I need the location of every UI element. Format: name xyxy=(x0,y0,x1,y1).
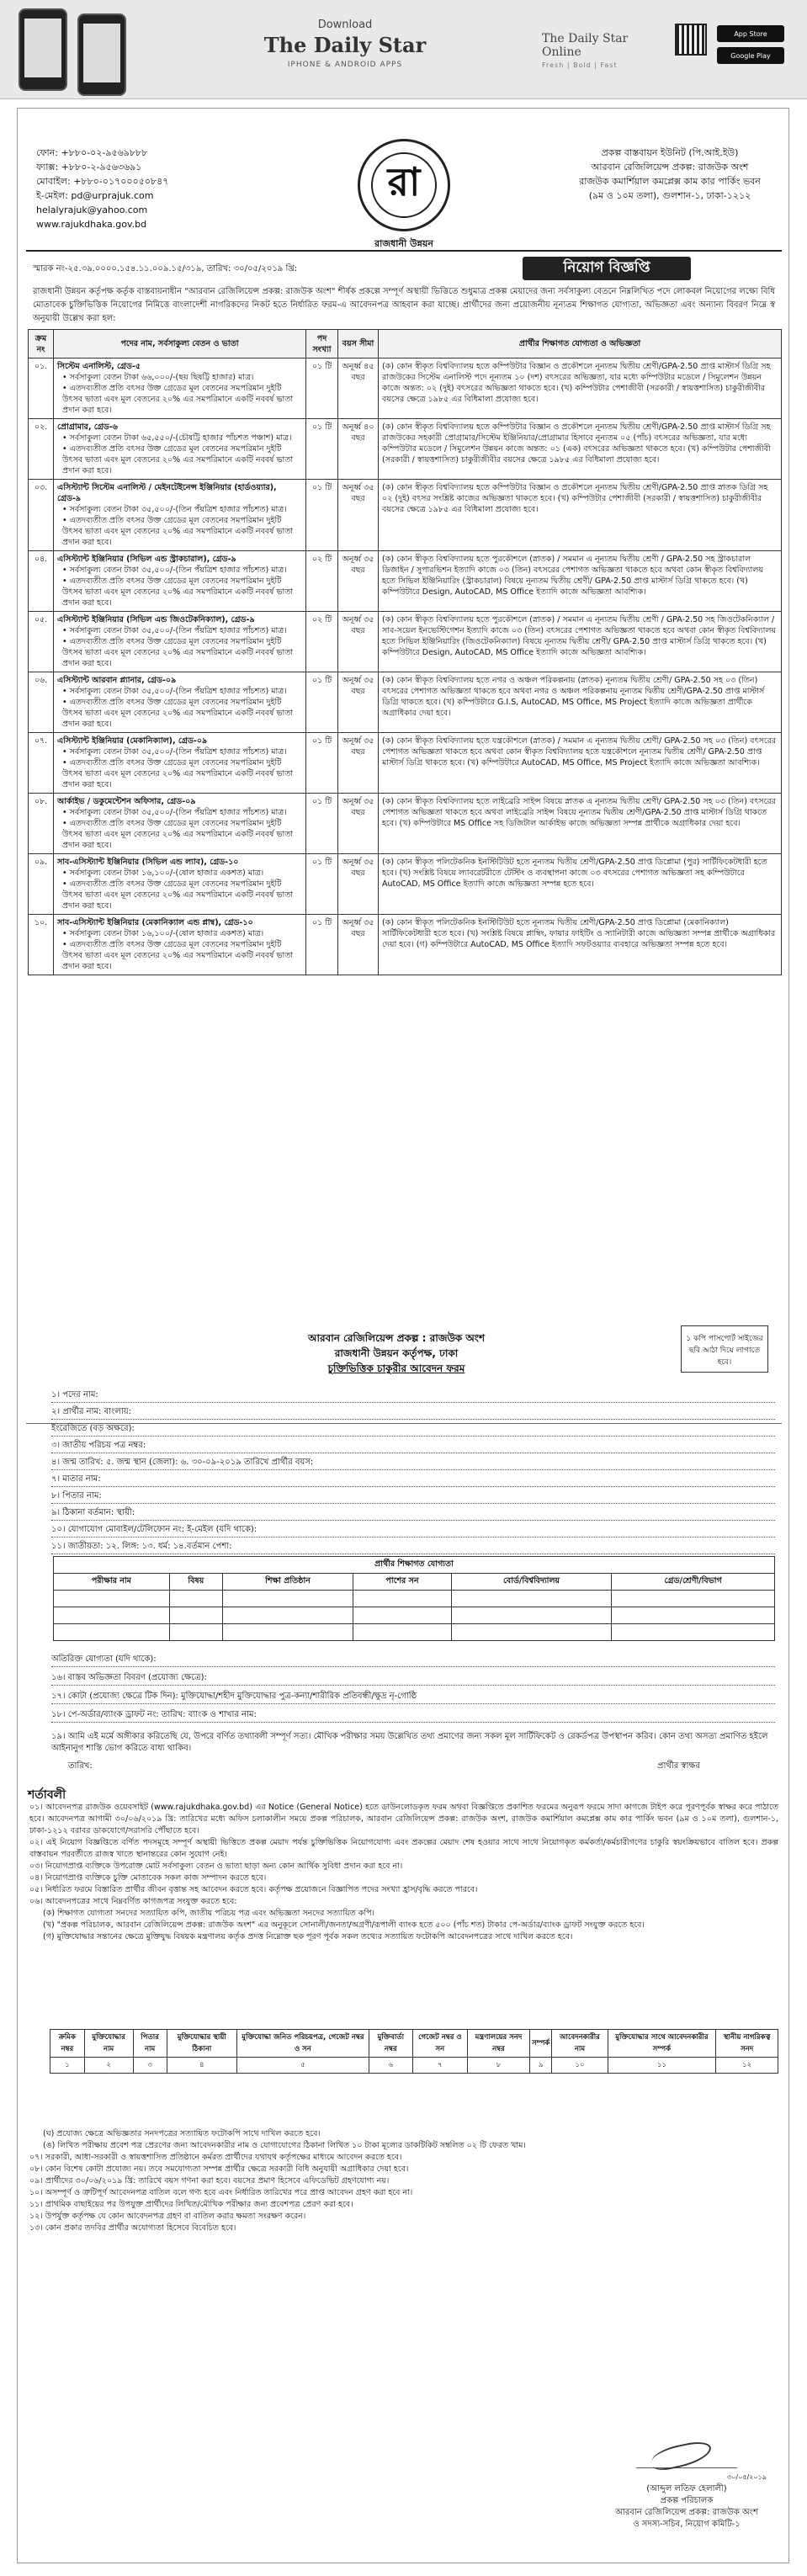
form-field[interactable]: ৪। জন্ম তারিখ: ৫. জন্ম স্থান (জেলা): ৬. ৩০-০৯-২০১৯ তারিখে প্রার্থীর বয়স: xyxy=(51,1455,775,1470)
post-salary: • সর্বসাকুল্য বেতন টাকা ৩৫,৫০০/-(তিন পঁয়ত্রিশ হাজার পাঁচশত) মাত্র। xyxy=(62,566,287,575)
condition-item: (গ) মুক্তিযোদ্ধার সন্তানের ক্ষেত্রে মুক্তিযুদ্ধ বিষয়ক মন্ত্রণালয় কর্তৃক প্রদত্ত নিম্নোক্ত ছক পূরণ পূর্বক সকল তথ্যের সত্যায়িত ফটোকপি আবেদনপত্রের সাথে দাখিল করতে হবে। xyxy=(43,1932,573,1941)
signature-block xyxy=(607,2440,767,2531)
intro-paragraph: রাজধানী উন্নয়ন কর্তৃপক্ষ কর্তৃক বাস্তবায়নাধীন "আরবান রেজিলিয়েন্স প্রকল্প: রাজউক অংশ" শীর্ষক প্রকল্পে সম্পূর্ণ অস্থায়ী ভিত্তিতে শুধুমাত্র প্রকল্প মেয়াদের জন্য সর্বসাকুল্য বেতনে নিম্নলিখিত পদে লোকবল নিয়োগের লক্ষ্যে বিধি মোতাবেক চুক্তিভিত্তিক নিয়োগের নিমিত্তে বাংলাদেশী নাগরিকদের নিকট হতে নির্ধারিত ফরম-এ আবেদনপত্র আহবান করা যাচ্ছে। প্রার্থীদের জন্য প্রয়োজনীয় নূন্যতম শিক্ষাগত যোগ্যতা, অভিজ্ঞতা এবং অন্যান্য বিবরণ নিম্নে স্ব অনুযায়ী উল্লেখ করা হল: xyxy=(33,287,775,323)
table-row xyxy=(29,359,782,419)
form-field[interactable]: ১৭। কোটা (প্রযোজ্য ক্ষেত্রে টিক দিন): মুক্তিযোদ্ধা/শহীদ মুক্তিযোদ্ধার পুত্র-কন্যা/শারীরিক প্রতিবন্ধী/ক্ষুদ্র নৃ-গোষ্ঠি xyxy=(51,1689,775,1704)
ff-col-number: ১২ xyxy=(716,2058,778,2074)
ff-col: মন্ত্রণালয়ের সনদ নম্বর xyxy=(467,2030,529,2058)
post-qualification: (ক) কোন স্বীকৃত বিশ্ববিদ্যালয় হতে কম্পিউটার বিজ্ঞান ও প্রকৌশলে নূন্যতম দ্বিতীয় শ্রেণী/GPA-2.50 প্রাপ্ত মাস্টার্স ডিগ্রি সহ রাজউকের সিস্টেম এনালিস্ট পদে নূন্যতম ১০ (দশ) বৎসরের অভিজ্ঞতা, যার মধ্যে কম্পিউটার মডেলে / সিমুলেশন উন্নয়ন কাজে অন্তত: ০২ (দুই) বৎসরের অভিজ্ঞতা থাকতে হবে। (খ) কম্পিউটার পেশাজীবী (সরকারী / স্বায়ত্তশাসিত) চাকুরীজীবীর বয়সের ক্ষেত্রে ১৯৮৫ এর বিধিমালা প্রযোজ্য হবে। xyxy=(379,359,782,419)
post-details xyxy=(54,733,306,794)
education-col: পরীক্ষার নাম xyxy=(54,1574,170,1591)
ff-col-number: ৮ xyxy=(467,2058,529,2074)
ff-col: মুক্তিযোদ্ধার নাম xyxy=(84,2030,133,2058)
app-store-badge[interactable]: App Store xyxy=(717,25,784,42)
phone-illustration xyxy=(19,8,145,91)
post-serial: ০৮. xyxy=(29,794,54,854)
condition-item: ১০। অসম্পূর্ণ ও ত্রুটিপূর্ণ আবেদনপত্র বাতিল বলে গণ্য হবে এবং নির্ধারিত তারিখের পরে প্রাপ্ত আবেদন গ্রহণ করা হবে না। xyxy=(29,2188,413,2197)
post-count: ০২ টি xyxy=(306,612,338,672)
post-serial: ০১. xyxy=(29,359,54,419)
logo-glyph: রা xyxy=(371,152,437,218)
condition-item: ১৩। কোন প্রকার তদবির প্রার্থীর অযোগ্যতা হিসেবে বিবেচিত হবে। xyxy=(29,2223,236,2233)
table-row xyxy=(29,854,782,915)
post-title: সাব-এসিস্ট্যান্ট ইঞ্জিনিয়ার (সিভিল এন্ড ল্যাব), গ্রেড-১০ xyxy=(57,858,239,867)
condition-item: ০৪। নিয়োগপ্রাপ্ত ব্যক্তিকে চুক্তি মোতাবেক সকল কাজ সম্পাদন করতে হবে। xyxy=(29,1873,267,1883)
post-qualification: (ক) কোন স্বীকৃত বিশ্ববিদ্যালয় হতে নগর ও অঞ্চল পরিকল্পনায় (স্নাতক) নূন্যতম দ্বিতীয় শ্রেণী/ GPA-2.50 সহ ০৩ (তিন) বৎসরের পেশাগত অভিজ্ঞতা থাকতে হবে অথবা নগর ও অঞ্চল পরিকল্পনায় নূন্যতম দ্বিতীয় শ্রেণী/GPA-2.50 প্রাপ্ত মাস্টার্স ডিগ্রি থাকতে হবে। (খ) কম্পিউটারে G.I.S, AutoCAD, MS Office, MS Project ইত্যাদি কাজে অভিজ্ঞতা প্রার্থীকে অগ্রাধিকার দেয়া হবে। xyxy=(379,672,782,733)
education-col: বোর্ড/বিশ্ববিদ্যালয় xyxy=(451,1574,611,1591)
post-title: সিস্টেম এনালিস্ট, গ্রেড-৫ xyxy=(57,362,141,371)
mobile-line: মোবাইল: +৮৮০-০১৭০০০৫০৮৪৭ xyxy=(36,176,169,187)
condition-item: ১১। প্রাথমিক বাছাইয়ের পর উপযুক্ত প্রার্থীদের লিখিত/মৌখিক পরীক্ষার জন্য প্রবেশপত্র প্রেরণ করা হবে। xyxy=(29,2200,353,2209)
post-title: এসিস্ট্যান্ট আরবান প্ল্যানার, গ্রেড-০৯ xyxy=(57,676,177,685)
post-count: ০১ টি xyxy=(306,794,338,854)
condition-item: (খ) "প্রকল্প পরিচালক, আরবান রেজিলিয়েন্স প্রকল্প: রাজউক অংশ" এর অনুকূলে সোনালী/জনতা/অগ্রণী/রূপালী ব্যাংক হতে ৫০০ (পাঁচ শত) টাকার পে-অর্ডার/ব্যাংক ড্রাফট সংযুক্ত করতে হবে। xyxy=(43,1920,645,1930)
ff-col-number: ৩ xyxy=(133,2058,167,2074)
table-row xyxy=(29,915,782,975)
condition-item: (ঘ) প্রযোজ্য ক্ষেত্রে অভিজ্ঞতার সনদপত্রের সত্যায়িত ফটোকপি সাথে দাখিল করতে হবে। xyxy=(43,2129,321,2138)
post-count: ০১ টি xyxy=(306,480,338,551)
post-age: অনূর্ধ্ব ৩৫ বছর xyxy=(338,794,379,854)
ff-col-number: ৭ xyxy=(412,2058,467,2074)
address-line: (৯ম ও ১০ম তলা), গুলশান-১, ঢাকা-১২১২ xyxy=(588,190,751,201)
post-benefit: • এতদব্যতীত প্রতি বৎসর উক্ত গ্রেডের মূল বেতনের সমপরিমান দুইটি উৎসব ভাতা এবং মূল বেতনের ২০% এর সমপরিমানে একটি নববর্ষ ভাতা প্রদান করা হবে। xyxy=(62,698,294,729)
post-details xyxy=(54,794,306,854)
post-serial: ০৬. xyxy=(29,672,54,733)
ff-col: গেজেট নম্বর ও সন xyxy=(412,2030,467,2058)
signer-title: আরবান রেজিলিয়েন্স প্রকল্প: রাজউক অংশ xyxy=(615,2508,758,2517)
play-store-badge[interactable]: Google Play xyxy=(717,47,784,64)
col-age: বয়স সীমা xyxy=(338,330,379,359)
ff-col: স্থানীয় নাগরিকত্ব সনদ xyxy=(716,2030,778,2058)
post-count: ০১ টি xyxy=(306,915,338,975)
fax-line: ফ্যাক্স: +৮৮০-২-৯৫৬৩৬৯১ xyxy=(36,162,142,173)
table-row xyxy=(29,480,782,551)
ff-col-number: ১ xyxy=(50,2058,85,2074)
post-title: এসিস্ট্যান্ট ইঞ্জিনিয়ার (মেকানিক্যাল), গ্রেড-০৯ xyxy=(57,736,208,746)
conditions-title: শর্তাবলী xyxy=(28,1788,66,1802)
form-field[interactable]: ইংরেজিতে (বড় অক্ষরে): xyxy=(51,1421,775,1437)
post-serial: ০৫. xyxy=(29,612,54,672)
post-count: ০২ টি xyxy=(306,551,338,612)
post-qualification: (ক) কোন স্বীকৃত বিশ্ববিদ্যালয় হতে পুরকৌশলে (স্নাতক) / সমমান এ নূন্যতম দ্বিতীয় শ্রেণী / GPA-2.50 সহ স্ট্রাকচারাল ডিজাইন / সুপারভিশন ইত্যাদি কাজে ০৩ (তিন) বৎসরের পেশাগত অভিজ্ঞতা থাকতে হবে অথবা কোন স্বীকৃত বিশ্ববিদ্যালয় হতে সিভিল ইঞ্জিনিয়ারিং (স্ট্রাকচারাল) বিষয়ে নূন্যতম দ্বিতীয় শ্রেণী/ GPA-2.50 প্রাপ্ত মাস্টার্স ডিগ্রি থাকতে হবে। (খ) কম্পিউটারে Design, AutoCAD, MS Office ইত্যাদি কাজে অভিজ্ঞতা আবশ্যিক। xyxy=(379,551,782,612)
signer-title: ও সদস্য-সচিব, নিয়োগ কমিটি-১ xyxy=(633,2520,741,2529)
table-row xyxy=(29,733,782,794)
form-field[interactable]: ১৬। বাস্তব অভিজ্ঞতা বিবরণ (প্রযোজ্য ক্ষেত্রে): xyxy=(51,1670,775,1686)
post-salary: • সর্বসাকুল্য বেতন টাকা ১৬,১০০/-(ষোল হাজার একশত) মাত্র। xyxy=(62,868,264,878)
post-count: ০১ টি xyxy=(306,672,338,733)
post-qualification: (ক) কোন স্বীকৃত পলিটেকনিক ইনস্টিটিউট হতে নূন্যতম দ্বিতীয় শ্রেণী/GPA-2.50 প্রাপ্ত ডিপ্লোমা (মেকানিক্যাল) সার্টিফিকেটধারী হতে হবে। (খ) সংশ্লিষ্ট বিষয়ে প্লাম্বিং, ফায়ার ফাইটিং ও স্যানিটারী কাজে অভিজ্ঞতা সম্পন্ন প্রার্থীকে অগ্রাধিকার দেয়া হবে। (গ) কম্পিউটারে AutoCAD, MS Office ইত্যাদি সফটওয়্যার ব্যবহারে অভিজ্ঞতা সম্পন্ন হতে হবে। xyxy=(379,915,782,975)
post-benefit: • এতদব্যতীত প্রতি বৎসর উক্ত গ্রেডের মূল বেতনের সমপরিমান দুইটি উৎসব ভাতা এবং মূল বেতনের ২০% এর সমপরিমানে একটি নববর্ষ ভাতা প্রদান করা হবে। xyxy=(62,819,294,850)
post-title: প্রোগ্রামার, গ্রেড-৬ xyxy=(57,422,118,432)
conditions-list-2 xyxy=(29,2128,778,2234)
post-qualification: (ক) কোন স্বীকৃত বিশ্ববিদ্যালয় হতে কম্পিউটার বিজ্ঞান ও প্রকৌশলে নূন্যতম দ্বিতীয় শ্রেণী/GPA-2.50 প্রাপ্ত মাস্টার্স ডিগ্রি সহ রাজউকের সহকারী প্রোগ্রামার/সিস্টেম ইঞ্জিনিয়ার/প্রোগ্রামার হিসাবে নূন্যতম ০৫ (পাঁচ) বৎসরের অভিজ্ঞতা, যার মধ্যে কম্পিউটার মডেলে / সিমুলেশন উন্নয়ন কাজে অন্তত: ০১ (এক) বৎসরের অভিজ্ঞতা থাকতে হবে। (খ) কম্পিউটার পেশাজীবী (সরকারী / স্বায়ত্তশাসিত) চাকুরীজীবীর বয়সের ক্ষেত্রে ১৯৮৫ এর বিধিমালা প্রযোজ্য হবে। xyxy=(379,419,782,480)
condition-item: ০২। এই নিয়োগ বিজ্ঞপ্তিতে বর্ণিত পদসমূহে সম্পূর্ণ অস্থায়ী ভিত্তিতে প্রকল্প মেয়াদ পর্যন্ত চুক্তিভিত্তিক নিয়োগযোগ্য এবং প্রকল্পের মেয়াদ শেষ হওয়ার সাথে সাথে নিয়োগকৃত কর্মকর্তা/কর্মচারীগণের চাকুরি স্বয়ংক্রিয়ভাবে বাতিল হবে। প্রকল্প বাস্তবায়ন পরবর্তীতে রাজস্ব খাতে স্থানান্তরের কোন সুযোগ নেই। xyxy=(29,1838,778,1859)
post-salary: • সর্বসাকুল্য বেতন টাকা ৬৫,৫৫০/-(চৌষট্টি হাজার পাঁচশত পঞ্চাশ) মাত্র। xyxy=(62,433,292,443)
education-col: পাশের সন xyxy=(353,1574,452,1591)
table-row xyxy=(29,794,782,854)
education-col: শিক্ষা প্রতিষ্ঠান xyxy=(222,1574,353,1591)
date-label: তারিখ: xyxy=(68,1761,93,1771)
ff-col: মুক্তিযোদ্ধার সাথে আবেদনকারীর সম্পর্ক xyxy=(608,2030,716,2058)
col-serial: ক্রম নং xyxy=(29,330,54,359)
form-field[interactable]: ১১। জাতীয়তা: ১২. লিঙ্গ: ১৩. ধর্ম: ১৪.বর্তমান পেশা: xyxy=(51,1539,775,1554)
ff-col: মুক্তিযোদ্ধা জনিত পরিচয়পত্র, গেজেট নম্বর ও সন xyxy=(236,2030,369,2058)
form-field[interactable]: ১। পদের নাম: xyxy=(51,1388,775,1403)
ff-col-number: ১১ xyxy=(608,2058,716,2074)
address-line: আরবান রেজিলিয়েন্স প্রকল্প: রাজউক অংশ xyxy=(591,162,749,173)
download-label: Download xyxy=(317,19,373,31)
education-title: প্রার্থীর শিক্ষাগত যোগ্যতা xyxy=(54,1557,775,1574)
rajuk-logo xyxy=(358,139,450,231)
post-serial: ০২. xyxy=(29,419,54,480)
post-details xyxy=(54,480,306,551)
post-details xyxy=(54,419,306,480)
col-count: পদ সংখ্যা xyxy=(306,330,338,359)
online-brand-label: The Daily Star Online xyxy=(542,32,629,59)
condition-item: ০৫। নির্ধারিত ফরমে বিস্তারিত প্রার্থীর জীবন বৃত্তান্ত সহ আবেদন করতে হবে। কর্তৃপক্ষ প্রয়োজনে বিজ্ঞাপিত পদের সংখ্যা হ্রাস/বৃদ্ধি করতে পারবে। xyxy=(29,1885,478,1894)
post-salary: • সর্বসাকুল্য বেতন টাকা ৩৫,৫০০/-(তিন পঁয়ত্রিশ হাজার পাঁচশত) মাত্র। xyxy=(62,687,287,696)
condition-item: ০১। আবেদনপত্র রাজউক ওয়েবসাইট (www.rajukdhaka.gov.bd) এর Notice (General Notice) হতে ডাউনলোডকৃত ফরম অথবা বিজ্ঞপ্তিতে প্রকাশিত ফরমের অনুরূপ ফরমে সাদা কাগজে টাইপ করে পূরণপূর্বক স্বাক্ষর করে পাঠাতে হবে। আবেদনপত্র আগামী ৩০/০৬/২০১৯ খ্রি: তারিখের মধ্যে অফিস চলাকালীন সময়ে প্রকল্প পরিচালক, আরবান রেজিলিয়েন্স প্রকল্প: রাজউক অংশ, রাজউক কমার্শিয়াল কমপ্লেক্স কাম কার পার্কিং ভবন (৯ম ও ১০ম তলা), গুলশান-১, ঢাকা-১২১২ বরাবর ডাকযোগে/সরাসরি পৌঁছাতে হবে। xyxy=(29,1803,778,1835)
post-benefit: • এতদব্যতীত প্রতি বৎসর উক্ত গ্রেডের মূল বেতনের সমপরিমান দুইটি উৎসব ভাতা এবং মূল বেতনের ২০% এর সমপরিমানে একটি নববর্ষ ভাতা প্রদান করা হবে। xyxy=(62,879,294,911)
post-title: এসিস্ট্যান্ট ইঞ্জিনিয়ার (সিভিল এন্ড জিওটেকনিক্যাল), গ্রেড-৯ xyxy=(57,615,255,624)
ff-col: মুক্তিবার্তা নম্বর xyxy=(369,2030,412,2058)
ff-col: আবেদনকারীর নাম xyxy=(552,2030,608,2058)
post-count: ০১ টি xyxy=(306,419,338,480)
post-qualification: (ক) কোন স্বীকৃত বিশ্ববিদ্যালয় হতে কম্পিউটার বিজ্ঞান ও প্রকৌশলে নূন্যতম দ্বিতীয় শ্রেণী/GPA-2.50 প্রাপ্ত স্নাতক ডিগ্রি সহ ০২ (দুই) বৎসর সংশ্লিষ্ট কাজের অভিজ্ঞতা থাকতে হবে। (খ) কম্পিউটার পেশাজীবী (সরকারী / স্বায়ত্তশাসিত) চাকুরীজীবীর বয়সের ক্ষেত্রে ১৯৮৫ এর বিধিমালা প্রযোজ্য হবে। xyxy=(379,480,782,551)
condition-item: ০৩। নিয়োগপ্রাপ্ত ব্যক্তিকে উপরোক্ত মোট সর্বসাকুল্য বেতন ও ভাতা ছাড়া অন্য কোন আর্থিক সুবিধা প্রদান করা হবে না। xyxy=(29,1862,403,1871)
post-age: অনূর্ধ্ব ৪৫ বছর xyxy=(338,359,379,419)
post-age: অনূর্ধ্ব ৩৫ বছর xyxy=(338,915,379,975)
col-post-name: পদের নাম, সর্বসাকুল্য বেতন ও ভাতা xyxy=(54,330,306,359)
ff-col-number: ৪ xyxy=(167,2058,236,2074)
form-heading-line: চুক্তিভিত্তিক চাকুরীর আবেদন ফরম xyxy=(327,1362,465,1374)
post-benefit: • এতদব্যতীত প্রতি বৎসর উক্ত গ্রেডের মূল বেতনের সমপরিমান দুইটি উৎসব ভাতা এবং মূল বেতনের ২০% এর সমপরিমানে একটি নববর্ষ ভাতা প্রদান করা হবে। xyxy=(62,940,294,971)
website-line: www.rajukdhaka.gov.bd xyxy=(36,219,147,230)
form-heading-line: আরবান রেজিলিয়েন্স প্রকল্প : রাজউক অংশ xyxy=(307,1332,486,1344)
ff-col-number: ১০ xyxy=(552,2058,608,2074)
post-age: অনূর্ধ্ব ৩৫ বছর xyxy=(338,612,379,672)
signer-name: (আব্দুল লতিফ হেলালী) xyxy=(646,2484,727,2494)
post-count: ০১ টি xyxy=(306,733,338,794)
post-age: অনূর্ধ্ব ৩৫ বছর xyxy=(338,854,379,915)
post-details xyxy=(54,359,306,419)
table-row xyxy=(29,419,782,480)
table-row xyxy=(29,551,782,612)
post-age: অনূর্ধ্ব ৩৫ বছর xyxy=(338,672,379,733)
condition-item: (ক) শিক্ষাগত যোগ্যতা সনদের সত্যায়িত কপি, জাতীয় পরিচয় পত্র এবং অভিজ্ঞতা সনদের সত্যায়িত কপি। xyxy=(43,1909,374,1918)
post-age: অনূর্ধ্ব ৩৫ বছর xyxy=(338,551,379,612)
email-line-2: helalyrajuk@yahoo.com xyxy=(36,204,148,215)
table-header-row xyxy=(29,330,782,359)
declaration: ১৯। আমি এই মর্মে অঙ্গীকার করিতেছি যে, উপরে বর্ণিত তথ্যাবলী সম্পূর্ণ সত্য। মৌখিক পরীক্ষার সময় উল্লেখিত তথ্য প্রমাণের জন্য সকল মূল সার্টিফিকেট ও রেকর্ডপত্র উপস্থাপন করিব। কোন তথ্য অসত্য প্রমাণিত হইলে আইনানুগ শাস্তি ভোগ করিতে বাধ্য থাকিব। xyxy=(51,1732,768,1753)
posts-table xyxy=(28,329,782,975)
divider xyxy=(26,250,782,252)
form-heading xyxy=(228,1330,565,1376)
post-serial: ০৪. xyxy=(29,551,54,612)
education-col: গ্রেড/শ্রেণী/বিভাগ xyxy=(612,1574,775,1591)
col-qualification: প্রার্থীর শিক্ষাগত যোগ্যতা ও অভিজ্ঞতা xyxy=(379,330,782,359)
post-qualification: (ক) কোন স্বীকৃত পলিটেকনিক ইনস্টিটিউট হতে নূন্যতম দ্বিতীয় শ্রেণী/GPA-2.50 প্রাপ্ত ডিপ্লোমা (পুর) সার্টিফিকেটধারী হতে হবে। (খ) সংশ্লিষ্ট বিষয়ে ল্যাবরেটরীতে টেস্টিং ও ব্যবস্থাপনা কাজে ০৩ বৎসরের পেশাগত অভিজ্ঞতা সহ কম্পিউটারে AutoCAD, MS Office ইত্যাদি কাজে অভিজ্ঞতা সম্পন্ন হতে হবে। xyxy=(379,854,782,915)
post-age: অনূর্ধ্ব ৩৫ বছর xyxy=(338,480,379,551)
post-details xyxy=(54,672,306,733)
form-field[interactable]: ৯। ঠিকানা বর্তমান: স্থায়ী: xyxy=(51,1506,775,1521)
memo-number: স্মারক নং-২৫.৩৯.০০০০.১৫৪.১১.০০৯.১৫/৩১৯, তারিখ: ৩০/০৫/২০১৯ খ্রি: xyxy=(33,264,298,274)
download-promo xyxy=(252,19,438,69)
qr-code-icon xyxy=(675,24,707,56)
conditions-list xyxy=(29,1802,778,1943)
ff-col-number: ৬ xyxy=(369,2058,412,2074)
phone-icon xyxy=(77,13,126,96)
form-field[interactable]: ৭। মাতার নাম: xyxy=(51,1472,775,1487)
post-details xyxy=(54,915,306,975)
download-banner xyxy=(0,0,807,99)
education-col: বিষয় xyxy=(169,1574,222,1591)
post-benefit: • এতদব্যতীত প্রতি বৎসর উক্ত গ্রেডের মূল বেতনের সমপরিমান দুইটি উৎসব ভাতা এবং মূল বেতনের ২০% এর সমপরিমানে একটি নববর্ষ ভাতা প্রদান করা হবে। xyxy=(62,516,294,547)
post-salary: • সর্বসাকুল্য বেতন টাকা ৩৫,৫০০/-(তিন পঁয়ত্রিশ হাজার পাঁচশত) মাত্র। xyxy=(62,747,287,757)
ff-col: পিতার নাম xyxy=(133,2030,167,2058)
post-benefit: • এতদব্যতীত প্রতি বৎসর উক্ত গ্রেডের মূল বেতনের সমপরিমান দুইটি উৎসব ভাতা এবং মূল বেতনের ২০% এর সমপরিমানে একটি নববর্ষ ভাতা প্রদান করা হবে। xyxy=(62,444,294,475)
address-line: রাজউক কমার্শিয়াল কমপ্লেক্স কাম কার পার্কিং ভবন xyxy=(579,176,761,187)
form-field[interactable]: ১৮। পে-অর্ডার/ব্যাংক ড্রাফট নং: তারিখ: ব্যাংক ও শাখার নাম: xyxy=(51,1708,775,1723)
table-row xyxy=(29,612,782,672)
post-salary: • সর্বসাকুল্য বেতন টাকা ৩৫,৫০০/-(তিন পঁয়ত্রিশ হাজার পাঁচশত) মাত্র। xyxy=(62,626,287,635)
post-benefit: • এতদব্যতীত প্রতি বৎসর উক্ত গ্রেডের মূল বেতনের সমপরিমান দুইটি উৎসব ভাতা এবং মূল বেতনের ২০% এর সমপরিমানে একটি নববর্ষ ভাতা প্রদান করা হবে। xyxy=(62,384,294,415)
form-field[interactable]: ৮। পিতার নাম: xyxy=(51,1489,775,1504)
post-title: এসিস্ট্যান্ট ইঞ্জিনিয়ার (সিভিল এন্ড স্ট্রাকচারাল), গ্রেড-৯ xyxy=(57,555,236,564)
phone-icon xyxy=(19,8,67,91)
post-details xyxy=(54,612,306,672)
post-qualification: (ক) কোন স্বীকৃত বিশ্ববিদ্যালয় হতে যন্ত্রকৌশলে (স্নাতক) / সমমান এ নূন্যতম দ্বিতীয় শ্রেণী/ GPA-2.50 সহ ০৩ (তিন) বৎসরের পেশাগত অভিজ্ঞতা থাকতে হবে অথবা কোন স্বীকৃত বিশ্ববিদ্যালয় হতে যন্ত্রকৌশলে নূন্যতম দ্বিতীয় শ্রেণী/ GPA-2.50 প্রাপ্ত মাস্টার্স ডিগ্রি থাকতে হবে। (খ) কম্পিউটারে AutoCAD, MS Office, MS Project ইত্যাদি কাজে অভিজ্ঞতা আবশ্যিক। xyxy=(379,733,782,794)
form-heading-line: রাজধানী উন্নয়ন কর্তৃপক্ষ, ঢাকা xyxy=(334,1347,459,1359)
education-table xyxy=(53,1556,775,1641)
photo-box: ১ কপি পাসপোর্ট সাইজের ছবি আঠা দিয়ে লাগাতে হবে। xyxy=(681,1325,768,1373)
online-brand xyxy=(542,32,660,69)
condition-item: ০৭। সরকারী, আধা-সরকারী ও স্বায়ত্তশাসিত প্রতিষ্ঠানে কর্মরত প্রার্থীদের যথাযথ কর্তৃপক্ষের মাধ্যমে আবেদন করতে হবে। xyxy=(29,2153,402,2162)
ff-col-number: ৫ xyxy=(236,2058,369,2074)
phone-line: ফোন: +৮৮০-০২-৯৫৬৯৮৮৮ xyxy=(36,147,148,158)
apps-label: IPHONE & ANDROID APPS xyxy=(287,61,403,69)
logo-caption: রাজধানী উন্নয়ন xyxy=(374,238,433,249)
signature-date: ৩০/০৫/২০১৯ xyxy=(727,2473,767,2481)
freedom-fighter-table xyxy=(50,2029,778,2074)
post-salary: • সর্বসাকুল্য বেতন টাকা ১৬,১০০/-(ষোল হাজার একশত) মাত্র। xyxy=(62,929,264,938)
form-field[interactable]: ৩। জাতীয় পরিচয় পত্র নম্বর: xyxy=(51,1438,775,1453)
condition-item: (ঙ) লিখিত পরীক্ষায় প্রবেশ পত্র প্রেরণের জন্য আবেদনকারীর নাম ও যোগাযোগের ঠিকানা লিখিত ১০ টাকা মূল্যের ডাকটিকিট সম্বলিত ০২ টি ফেরত খাম। xyxy=(43,2141,526,2150)
signer-title: প্রকল্প পরিচালক xyxy=(660,2496,714,2505)
ff-col: মুক্তিযোদ্ধার স্থায়ী ঠিকানা xyxy=(167,2030,236,2058)
post-details xyxy=(54,551,306,612)
form-field[interactable]: অতিরিক্ত যোগ্যতা (যদি থাকে): xyxy=(51,1652,775,1667)
post-salary: • সর্বসাকুল্য বেতন টাকা ৩৫,৫০০/-(তিন পঁয়ত্রিশ হাজার পাঁচশত) মাত্র। xyxy=(62,505,287,514)
post-serial: ০৭. xyxy=(29,733,54,794)
condition-item: ০৮। কোন বিশেষ কোটা প্রযোজ্য নয়। তবে সমযোগ্যতা সম্পন্ন প্রার্থীর ক্ষেত্রে সরকারী বিধি অনুযায়ী অগ্রাধিকার দেয়া হবে। xyxy=(29,2164,409,2174)
ff-col-number: ৯ xyxy=(529,2058,551,2074)
address-line: প্রকল্প বাস্তবায়ন ইউনিট (পি.আই.ইউ) xyxy=(601,147,739,158)
post-count: ০১ টি xyxy=(306,359,338,419)
contact-info xyxy=(36,146,255,231)
ff-col: সম্পর্ক xyxy=(529,2030,551,2058)
brand-name: The Daily Star xyxy=(263,33,427,57)
post-count: ০১ টি xyxy=(306,854,338,915)
office-address xyxy=(565,146,775,203)
post-qualification: (ক) কোন স্বীকৃত বিশ্ববিদ্যালয় হতে লাইব্রেরি সাইন্স বিষয়ে স্নাতক এ নূন্যতম দ্বিতীয় শ্রেণী/ GPA-2.50 সহ ০৩ (তিন) বৎসরের পেশাগত অভিজ্ঞতা থাকতে হবে অথবা লাইব্রেরি সাইন্স বিষয়ে নূন্যতম দ্বিতীয় শ্রেণী/GPA-2.50 প্রাপ্ত মাস্টার্স ডিগ্রি থাকতে হবে। (খ) কম্পিউটারে MS Office সহ ডিজিটাল আর্কাইভ কাজে অভিজ্ঞতা সম্পন্ন প্রার্থীকে অগ্রাধিকার দেয়া হবে। xyxy=(379,794,782,854)
post-title: আর্কাইভ / ডকুমেন্টেশন অফিসার, গ্রেড-০৯ xyxy=(57,797,196,806)
post-title: সাব-এসিস্ট্যান্ট ইঞ্জিনিয়ার (মেকানিক্যাল এন্ড প্লাম্ব), গ্রেড-১০ xyxy=(57,918,253,927)
post-benefit: • এতদব্যতীত প্রতি বৎসর উক্ত গ্রেডের মূল বেতনের সমপরিমান দুইটি উৎসব ভাতা এবং মূল বেতনের ২০% এর সমপরিমানে একটি নববর্ষ ভাতা প্রদান করা হবে। xyxy=(62,637,294,668)
ff-col: ক্রমিক নম্বর xyxy=(50,2030,85,2058)
post-title: এসিস্ট্যান্ট সিস্টেম এনালিস্ট / মেইনটেইনেন্স ইঞ্জিনিয়ার (হার্ডওয়্যার), গ্রেড-৯ xyxy=(57,483,277,503)
notice-title: নিয়োগ বিজ্ঞপ্তি xyxy=(523,257,691,280)
signature-icon xyxy=(636,2440,737,2468)
ff-col-number: ২ xyxy=(84,2058,133,2074)
post-qualification: (ক) কোন স্বীকৃত বিশ্ববিদ্যালয় হতে পুরকৌশলে (স্নাতক) / সমমান এ নূন্যতম দ্বিতীয় শ্রেণী / GPA-2.50 সহ জিওটেকনিক্যাল / সাব-সয়েল ইনভেস্টিগেশন ইত্যাদি কাজে ০৩ (তিন) বৎসরের পেশাগত অভিজ্ঞতা থাকতে হবে অথবা কোন স্বীকৃত বিশ্ববিদ্যালয় হতে সিভিল ইঞ্জিনিয়ারিং (জিওটেকনিক্যাল) বিষয়ে নূন্যতম দ্বিতীয় শ্রেণী/ GPA-2.50 প্রাপ্ত মাস্টার্স ডিগ্রি থাকতে হবে। (খ) কম্পিউটারে Design, AutoCAD, MS Office ইত্যাদি কাজে অভিজ্ঞতা আবশ্যিক। xyxy=(379,612,782,672)
post-serial: ১০. xyxy=(29,915,54,975)
notice-sheet xyxy=(17,108,789,2563)
form-field[interactable]: ১০। যোগাযোগ মোবাইল/টেলিফোন নং: ই-মেইল (যদি থাকে): xyxy=(51,1522,775,1538)
condition-item: ০৬। আবেদনপত্রের সাথে নিম্নবর্ণিত কাগজপত্র সংযুক্ত করতে হবে: xyxy=(29,1897,237,1906)
post-salary: • সর্বসাকুল্য বেতন টাকা ৩৫,৫০০/-(তিন পঁয়ত্রিশ হাজার পাঁচশত) মাত্র। xyxy=(62,808,287,817)
post-age: অনূর্ধ্ব ৪০ বছর xyxy=(338,419,379,480)
post-benefit: • এতদব্যতীত প্রতি বৎসর উক্ত গ্রেডের মূল বেতনের সমপরিমান দুইটি উৎসব ভাতা এবং মূল বেতনের ২০% এর সমপরিমানে একটি নববর্ষ ভাতা প্রদান করা হবে। xyxy=(62,576,294,608)
form-field[interactable]: ২। প্রার্থীর নাম: বাংলায়: xyxy=(51,1405,775,1420)
applicant-signature-label: প্রার্থীর স্বাক্ষর xyxy=(657,1761,700,1771)
post-serial: ০৩. xyxy=(29,480,54,551)
condition-item: ০৯। প্রার্থীদের ৩০/০৬/২০১৯ খ্রি: তারিখে বয়স গণনা করা হবে। বয়সের প্রমাণ হিসেবে এফিডেভিট গ্রহণযোগ্য নয়। xyxy=(29,2176,390,2186)
condition-item: ১২। উপর্যুক্ত কর্তৃপক্ষ যে কোন আবেদনপত্র গ্রহণ বা বাতিল করার ক্ষমতা সংরক্ষণ করেন। xyxy=(29,2212,306,2221)
post-details xyxy=(54,854,306,915)
email-line: ই-মেইল: pd@urprajuk.com xyxy=(36,190,154,201)
online-tagline: Fresh | Bold | Fast xyxy=(542,61,618,69)
post-serial: ০৯. xyxy=(29,854,54,915)
table-row xyxy=(29,672,782,733)
post-age: অনূর্ধ্ব ৩৫ বছর xyxy=(338,733,379,794)
post-salary: • সর্বসাকুল্য বেতন টাকা ৬৬,০০০/-(ছয় ছিষট্টি হাজার) মাত্র। xyxy=(62,373,254,382)
post-benefit: • এতদব্যতীত প্রতি বৎসর উক্ত গ্রেডের মূল বেতনের সমপরিমান দুইটি উৎসব ভাতা এবং মূল বেতনের ২০% এর সমপরিমানে একটি নববর্ষ ভাতা প্রদান করা হবে। xyxy=(62,758,294,789)
